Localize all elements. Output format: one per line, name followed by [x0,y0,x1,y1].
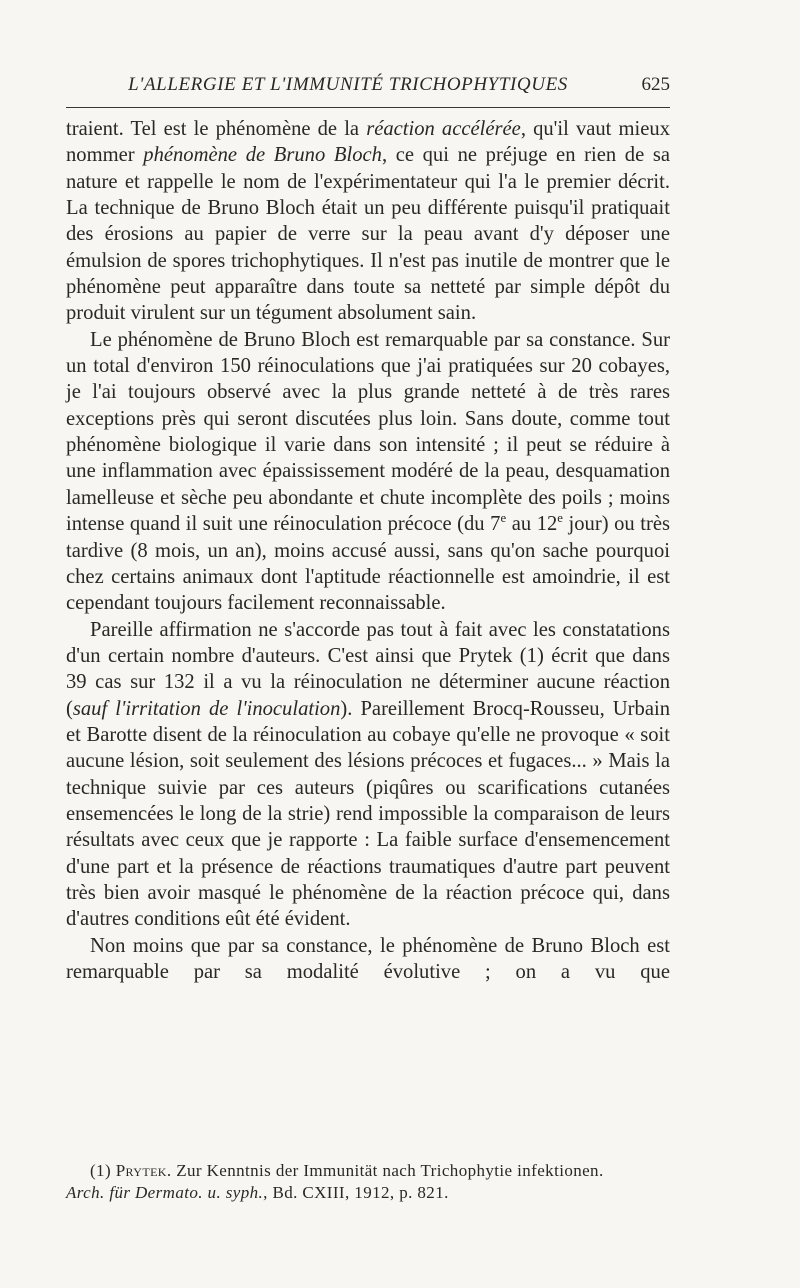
footnote-1 [66,1160,670,1204]
paragraph-1 [66,116,670,327]
footnotes [66,1160,670,1204]
header-rule [66,107,670,108]
footnote-reference: , Bd. CXIII, 1912, p. 821. [263,1183,449,1202]
superscript: e [500,511,507,526]
text-run: jour) ou très tardive (8 mois, un an), moins accusé aussi, sans qu'on sache pourquoi chez certains animaux dont l'aptitude réactionnelle est amoindrie, il est cependant toujours facilement reconnaissable. [66,513,670,615]
paragraph-2 [66,327,670,617]
text-run: traient. Tel est le phénomène de la [66,118,367,140]
body-text [66,116,670,985]
text-run: , qu'il vaut mieux nommer [66,118,670,167]
italic-phrase: réaction accélérée [366,118,521,140]
superscript: e [557,511,563,526]
italic-phrase: phénomène de Bruno Bloch [143,144,382,167]
running-head-title: L'ALLERGIE ET L'IMMUNITÉ TRICHOPHYTIQUES [128,74,568,95]
running-head [66,74,670,102]
paragraph-4 [66,933,670,986]
text-run: ). Pareillement Brocq-Rousseu, Urbain et Barotte disent de la réinoculation au cobaye qu'elle ne provoque « soit aucune lésion, soit seulement des lésions précoces et fugaces... » Mais la technique suivie par ces auteurs (piqûres ou scarifications cutanées ensemencées le long de la strie) rend impossible la comparaison de leurs résultats avec ceux que je rapporte : La faible surface d'ensemencement d'une part et la présence de réactions traumatiques d'autre part peuvent très bien avoir masqué le phénomène de la réaction précoce qui, dans d'autres conditions eût été évident. [66,697,670,931]
footnote-journal: Arch. für Dermato. u. syph. [66,1183,264,1202]
page-number: 625 [641,74,670,95]
text-run: Non moins que par sa constance, le phénomène de Bruno Bloch est remarquable par sa modalité évolutive ; on a vu que [66,934,670,983]
text-run: Pareille affirmation ne s'accorde pas tout à fait avec les constatations d'un certain nombre d'auteurs. C'est ainsi que Prytek (1) écrit que dans 39 cas sur 132 il a vu la réinoculation ne déterminer aucune réaction ( [66,618,670,720]
text-run: , ce qui ne préjuge en rien de sa nature et rappelle le nom de l'expérimentateur qui l'a le premier décrit. La technique de Bruno Bloch était un peu différente puisqu'il pratiquait des érosions au papier de verre sur la peau avant d'y déposer une émulsion de spores trichophytiques. Il n'est pas inutile de montrer que le phénomène peut apparaître dans toute sa netteté par simple dépôt du produit virulent sur un tégument absolument sain. [66,144,671,325]
text-run: au 12 [506,513,558,536]
text-run: Le phénomène de Bruno Bloch est remarquable par sa constance. Sur un total d'environ 150 réinoculations que j'ai pratiquées sur 20 cobayes, je l'ai toujours observé avec la plus grande netteté à de très rares exceptions près qui seront discutées plus loin. Sans doute, comme tout phénomène biologique il varie dans son intensité ; il peut se réduire à une inflammation avec épaississement modéré de la peau, desquamation lamelleuse et sèche peu abondante et chute incomplète des poils ; moins intense quand il suit une réinoculation précoce (du 7 [66,328,670,536]
footnote-title: Zur Kenntnis der Immunität nach Trichophytie infektionen. [176,1161,604,1180]
footnote-marker: (1) [90,1161,112,1180]
footnote-author: Prytek. [115,1161,172,1180]
italic-phrase: sauf l'irritation de l'inoculation [72,697,341,720]
paragraph-3 [66,617,670,933]
